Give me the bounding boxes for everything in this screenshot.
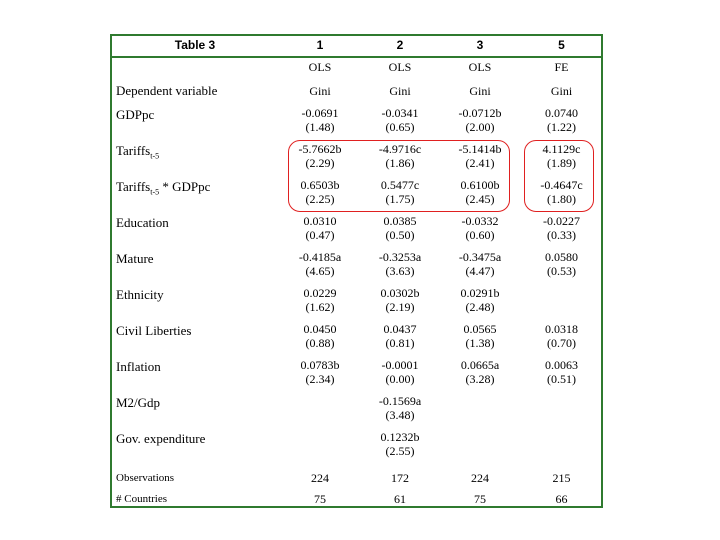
- coefficient-value: 0.0740: [545, 106, 578, 120]
- coefficient-value: -0.3253a: [378, 250, 422, 264]
- test-statistic: (3.63): [385, 264, 415, 278]
- row-label: Tariffs$_{t-5}$ * GDPpc: [116, 179, 211, 197]
- method-label: OLS: [308, 60, 332, 74]
- row-label: Mature: [116, 251, 154, 266]
- row-label: GDPpc: [116, 107, 155, 122]
- dependent-variable-value: Gini: [389, 84, 411, 98]
- row-label: Ethnicity: [116, 287, 164, 302]
- coefficient-value: -0.0691: [301, 106, 339, 120]
- coefficient-value: 0.0580: [545, 250, 578, 264]
- method-label: OLS: [388, 60, 412, 74]
- method-label: FE: [554, 60, 569, 74]
- coefficient-value: -0.0227: [543, 214, 580, 228]
- test-statistic: (1.86): [385, 156, 415, 170]
- coefficient-value: -0.4647c: [540, 178, 583, 192]
- test-statistic: (0.60): [465, 228, 495, 242]
- test-statistic: (2.48): [465, 300, 495, 314]
- test-statistic: (2.45): [465, 192, 495, 206]
- coefficient-value: -5.1414b: [458, 142, 502, 156]
- observations-value: 172: [391, 471, 409, 485]
- countries-label: # Countries: [116, 493, 168, 505]
- coefficient-value: -0.1569a: [378, 394, 422, 408]
- test-statistic: (0.88): [305, 336, 335, 350]
- dependent-variable-value: Gini: [309, 84, 331, 98]
- countries-value: 61: [394, 492, 406, 506]
- column-header: 5: [558, 38, 565, 52]
- coefficient-value: -0.4185a: [298, 250, 342, 264]
- test-statistic: (1.22): [547, 120, 576, 134]
- coefficient-value: 0.5477c: [380, 178, 420, 192]
- countries-value: 75: [474, 492, 486, 506]
- test-statistic: (1.89): [547, 156, 576, 170]
- coefficient-value: -5.7662b: [298, 142, 342, 156]
- test-statistic: (2.19): [385, 300, 415, 314]
- coefficient-value: 0.0665a: [460, 358, 500, 372]
- coefficient-value: 0.1232b: [380, 430, 420, 444]
- column-header: 1: [316, 38, 324, 52]
- dependent-variable-value: Gini: [469, 84, 491, 98]
- column-header: 3: [476, 38, 484, 52]
- countries-value: 66: [555, 492, 568, 506]
- test-statistic: (0.47): [305, 228, 335, 242]
- row-label: Education: [116, 215, 169, 230]
- dependent-variable-value: Gini: [550, 84, 573, 98]
- table-title: Table 3: [174, 38, 216, 52]
- test-statistic: (0.50): [385, 228, 415, 242]
- coefficient-value: 4.1129c: [542, 142, 581, 156]
- header-divider: [110, 56, 603, 58]
- test-statistic: (2.00): [465, 120, 495, 134]
- test-statistic: (2.41): [465, 156, 495, 170]
- test-statistic: (0.70): [547, 336, 576, 350]
- test-statistic: (1.62): [305, 300, 335, 314]
- coefficient-value: 0.0385: [383, 214, 417, 228]
- row-label: M2/Gdp: [116, 395, 161, 410]
- test-statistic: (1.75): [385, 192, 415, 206]
- test-statistic: (4.65): [305, 264, 335, 278]
- test-statistic: (3.28): [465, 372, 495, 386]
- observations-value: 224: [311, 471, 329, 485]
- test-statistic: (1.48): [305, 120, 335, 134]
- coefficient-value: 0.0318: [545, 322, 578, 336]
- test-statistic: (4.47): [465, 264, 495, 278]
- coefficient-value: -0.0332: [461, 214, 499, 228]
- observations-label: Observations: [116, 472, 175, 484]
- coefficient-value: -4.9716c: [378, 142, 422, 156]
- coefficient-value: 0.0310: [303, 214, 337, 228]
- dependent-variable-label: Dependent variable: [116, 83, 218, 98]
- coefficient-value: 0.6503b: [300, 178, 340, 192]
- observations-value: 215: [552, 471, 571, 485]
- coefficient-value: 0.0291b: [460, 286, 500, 300]
- coefficient-value: -0.0341: [381, 106, 419, 120]
- coefficient-value: 0.0565: [463, 322, 497, 336]
- highlight-ring-fe: [524, 140, 594, 212]
- coefficient-value: -0.0001: [381, 358, 419, 372]
- row-label: Tariffs$_{t-5}$: [116, 143, 160, 161]
- test-statistic: (2.55): [385, 444, 415, 458]
- column-header: 2: [396, 38, 404, 52]
- test-statistic: (3.48): [385, 408, 415, 422]
- coefficient-value: 0.0437: [383, 322, 417, 336]
- test-statistic: (1.38): [465, 336, 495, 350]
- row-label: Inflation: [116, 359, 161, 374]
- coefficient-value: 0.0063: [545, 358, 578, 372]
- test-statistic: (2.25): [305, 192, 335, 206]
- row-label: Civil Liberties: [116, 323, 192, 338]
- test-statistic: (0.53): [547, 264, 576, 278]
- method-label: OLS: [468, 60, 492, 74]
- test-statistic: (2.34): [305, 372, 335, 386]
- coefficient-value: 0.0229: [303, 286, 337, 300]
- countries-value: 75: [314, 492, 326, 506]
- observations-value: 224: [471, 471, 489, 485]
- coefficient-value: 0.0783b: [300, 358, 340, 372]
- test-statistic: (0.33): [547, 228, 576, 242]
- test-statistic: (0.00): [385, 372, 415, 386]
- test-statistic: (0.81): [385, 336, 415, 350]
- coefficient-value: 0.0450: [303, 322, 337, 336]
- test-statistic: (2.29): [305, 156, 335, 170]
- coefficient-value: 0.6100b: [460, 178, 500, 192]
- coefficient-value: 0.0302b: [380, 286, 420, 300]
- test-statistic: (1.80): [547, 192, 576, 206]
- test-statistic: (0.65): [385, 120, 415, 134]
- row-label: Gov. expenditure: [116, 431, 206, 446]
- coefficient-value: -0.0712b: [458, 106, 502, 120]
- highlight-ring-ols: [288, 140, 510, 212]
- test-statistic: (0.51): [547, 372, 576, 386]
- coefficient-value: -0.3475a: [458, 250, 502, 264]
